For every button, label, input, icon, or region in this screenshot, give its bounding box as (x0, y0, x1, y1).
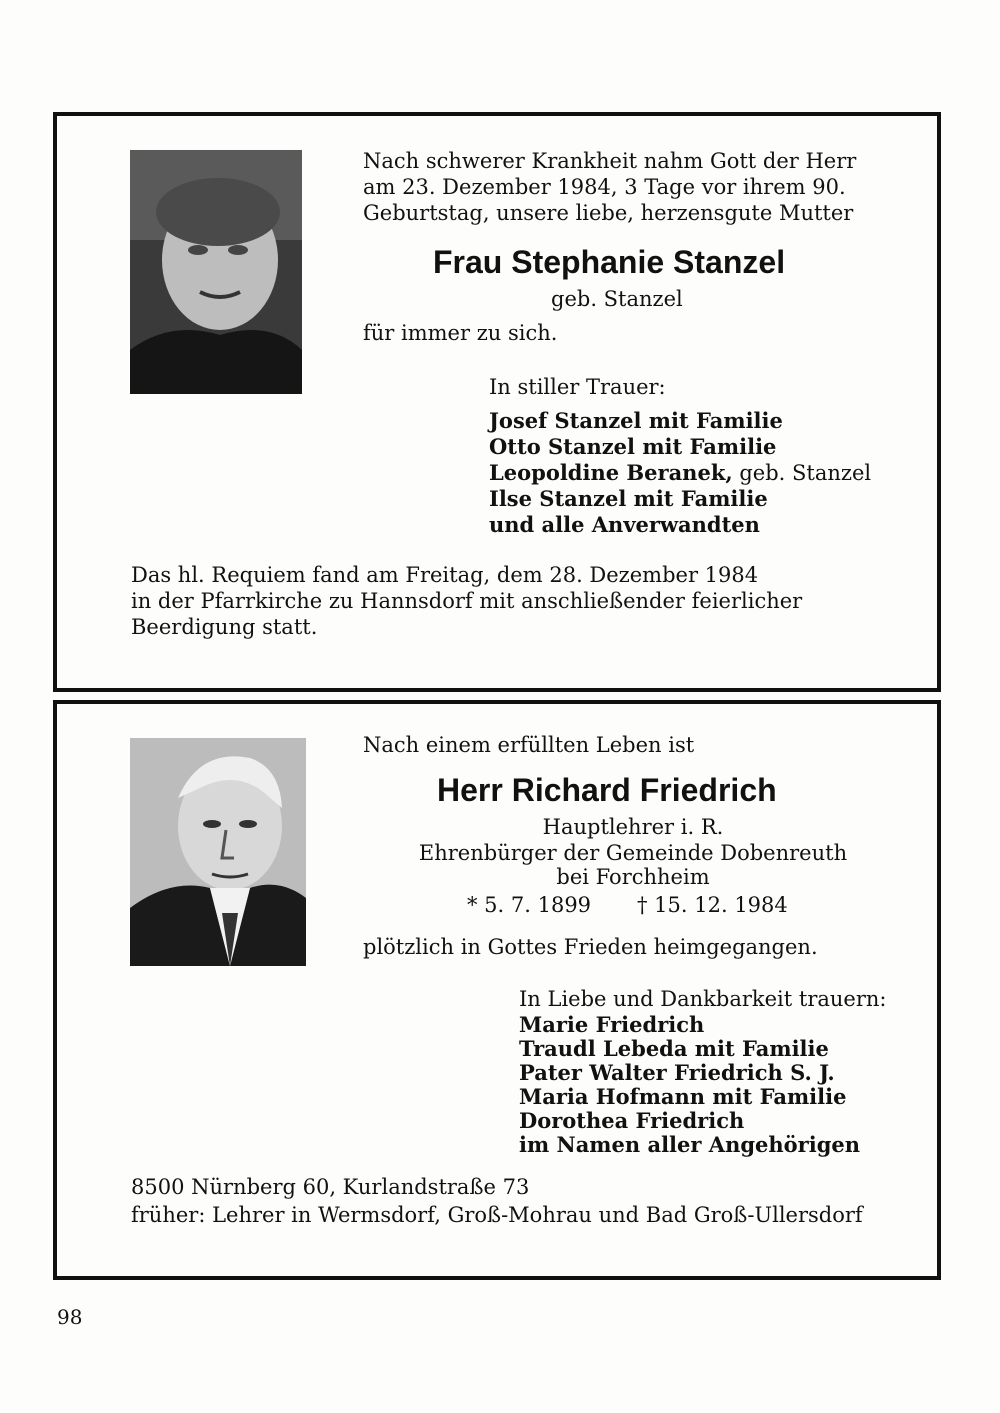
mourner: Pater Walter Friedrich S. J. (519, 1060, 835, 1085)
portrait-image (130, 150, 302, 394)
closing-line: für immer zu sich. (363, 321, 558, 345)
mourner: Josef Stanzel mit Familie (489, 408, 783, 433)
birth-date: * 5. 7. 1899 (467, 893, 592, 917)
mourning-label: In stiller Trauer: (489, 375, 666, 399)
portrait-image (130, 738, 306, 966)
intro-line: Geburtstag, unsere liebe, herzensgute Mutter (363, 201, 854, 225)
maiden-name: geb. Stanzel (551, 287, 683, 311)
mourner: Ilse Stanzel mit Familie (489, 486, 768, 511)
mourner: Traudl Lebeda mit Familie (519, 1036, 829, 1061)
page-number: 98 (57, 1305, 83, 1329)
mourner: Marie Friedrich (519, 1012, 705, 1037)
portrait-photo-stanzel (130, 150, 302, 394)
footer-line: in der Pfarrkirche zu Hannsdorf mit anschließender feierlicher (131, 589, 803, 613)
obituary-card-friedrich (53, 700, 941, 1280)
death-date: † 15. 12. 1984 (637, 893, 788, 917)
title-line: Ehrenbürger der Gemeinde Dobenreuth (418, 841, 848, 865)
deceased-name: Frau Stephanie Stanzel (433, 244, 786, 280)
footer-line: früher: Lehrer in Wermsdorf, Groß-Mohrau und Bad Groß-Ullersdorf (131, 1203, 863, 1227)
mourner: Leopoldine Beranek, geb. Stanzel (489, 460, 872, 485)
obituary-card-stanzel (53, 112, 941, 692)
mourner: Dorothea Friedrich (519, 1108, 745, 1133)
mourner: Otto Stanzel mit Familie (489, 434, 777, 459)
footer-line: Das hl. Requiem fand am Freitag, dem 28. Dezember 1984 (131, 563, 759, 587)
intro-line: Nach schwerer Krankheit nahm Gott der Herr (363, 149, 857, 173)
title-line: bei Forchheim (556, 865, 710, 889)
deceased-name: Herr Richard Friedrich (437, 772, 777, 808)
intro-line: am 23. Dezember 1984, 3 Tage vor ihrem 90. (363, 175, 846, 199)
footer-line: 8500 Nürnberg 60, Kurlandstraße 73 (131, 1175, 530, 1199)
portrait-photo-friedrich (130, 738, 306, 966)
mourner: im Namen aller Angehörigen (519, 1132, 861, 1157)
intro-line: Nach einem erfüllten Leben ist (363, 733, 695, 757)
title-line: Hauptlehrer i. R. (542, 815, 724, 839)
closing-line: plötzlich in Gottes Frieden heimgegangen. (363, 935, 818, 959)
footer-line: Beerdigung statt. (131, 615, 318, 639)
mourner: Maria Hofmann mit Familie (519, 1084, 847, 1109)
mourner: und alle Anverwandten (489, 512, 760, 537)
mourning-label: In Liebe und Dankbarkeit trauern: (519, 987, 887, 1011)
